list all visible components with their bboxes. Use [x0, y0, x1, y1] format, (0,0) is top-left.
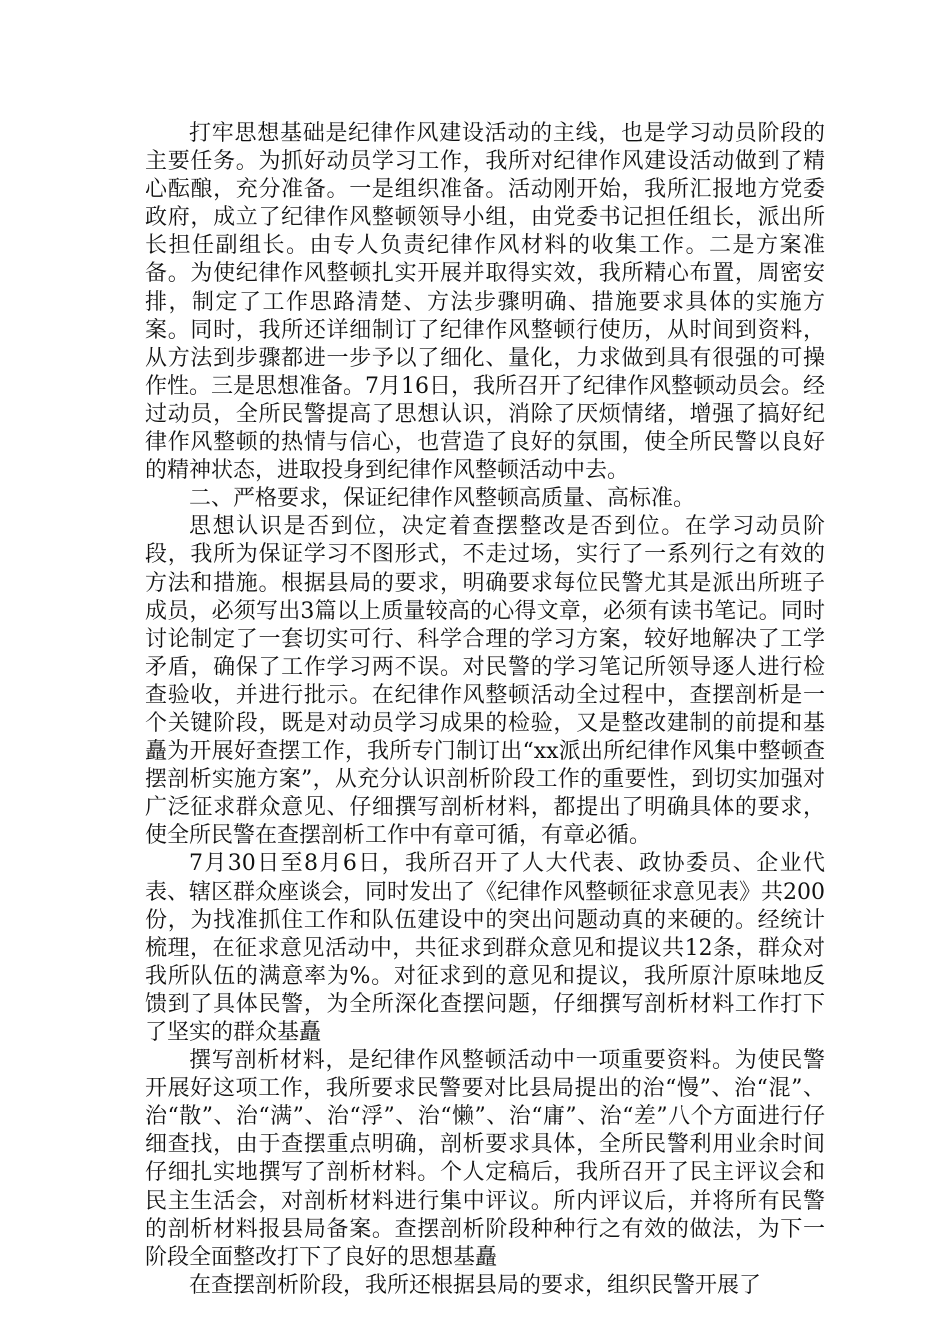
- section-heading-strict-requirements: 二、严格要求，保证纪律作风整顿高质量、高标准。: [189, 486, 696, 512]
- paragraph-study-measures: 思想认识是否到位，决定着查摆整改是否到位。在学习动员阶段，我所为保证学习不图形式，不走过场，实行了一系列行之有效的方法和措施。根据县局的要求，明确要求每位民警尤其是派出所班子成员，必须写出3篇以上质量较高的心得文章，必须有读书笔记。同时讨论制定了一套切实可行、科学合理的学习方案，较好地解决了工学矛盾，确保了工作学习两不误。对民警的学习笔记所领导逐人进行检查验收，并进行批示。在纪律作风整顿活动全过程中，查摆剖析是一个关键阶段，既是对动员学习成果的检验，又是整改建制的前提和基矗为开展好查摆工作，我所专门制订出“xx派出所纪律作风集中整顿查摆剖析实施方案”，从充分认识剖析阶段工作的重要性，到切实加强对广泛征求群众意见、仔细撰写剖析材料，都提出了明确具体的要求，使全所民警在查摆剖析工作中有章可循，有章必循。: [145, 514, 825, 849]
- paragraph-analysis-materials: 撰写剖析材料，是纪律作风整顿活动中一项重要资料。为使民警开展好这项工作，我所要求民警要对比县局提出的治“慢”、治“混”、治“散”、治“满”、治“浮”、治“懒”、治“庸”、治“差”八个方面进行仔细查找，由于查摆重点明确，剖析要求具体，全所民警利用业余时间仔细扎实地撰写了剖析材料。个人定稿后，我所召开了民主评议会和民主生活会，对剖析材料进行集中评议。所内评议后，并将所有民警的剖析材料报县局备案。查摆剖析阶段种种行之有效的做法，为下一阶段全面整改打下了良好的思想基矗: [145, 1048, 825, 1270]
- paragraph-ideological-foundation: 打牢思想基础是纪律作风建设活动的主线，也是学习动员阶段的主要任务。为抓好动员学习工作，我所对纪律作风建设活动做到了精心酝酿，充分准备。一是组织准备。活动刚开始，我所汇报地方党委政府，成立了纪律作风整顿领导小组，由党委书记担任组长，派出所长担任副组长。由专人负责纪律作风材料的收集工作。二是方案准备。为使纪律作风整顿扎实开展并取得实效，我所精心布置，周密安排，制定了工作思路清楚、方法步骤明确、措施要求具体的实施方案。同时，我所还详细制订了纪律作风整顿行使历，从时间到资料，从方法到步骤都进一步予以了细化、量化，力求做到具有很强的可操作性。三是思想准备。7月16日，我所召开了纪律作风整顿动员会。经过动员，全所民警提高了思想认识，消除了厌烦情绪，增强了搞好纪律作风整顿的热情与信心，也营造了良好的氛围，使全所民警以良好的精神状态，进取投身到纪律作风整顿活动中去。: [145, 121, 825, 484]
- paragraph-opinion-collection: 7月30日至8月6日，我所召开了人大代表、政协委员、企业代表、辖区群众座谈会，同时发出了《纪律作风整顿征求意见表》共200份，为找准抓住工作和队伍建设中的突出问题动真的来硬的。经统计梳理，在征求意见活动中，共征求到群众意见和提议共12条，群众对我所队伍的满意率为%。对征求到的意见和提议，我所原汁原味地反馈到了具体民警，为全所深化查摆问题，仔细撰写剖析材料工作打下了坚实的群众基矗: [145, 851, 825, 1045]
- paragraph-review-stage: 在查摆剖析阶段，我所还根据县局的要求，组织民警开展了: [189, 1272, 762, 1298]
- document-body: [145, 120, 825, 1300]
